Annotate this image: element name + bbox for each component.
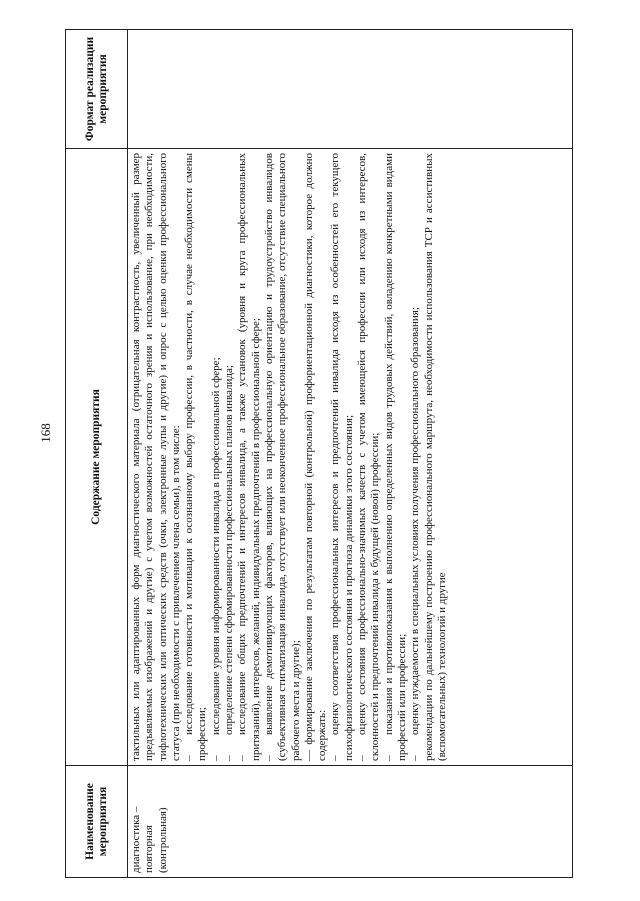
header-name: Наименование мероприятия (66, 766, 128, 878)
content-dash-item: –выявление демотивирующих факторов, влияющих на профессиональную ориентацию и трудоустройство инвалидов (субъективная стигматизация инвалида, отсутствует или неоконченное профессиональное образование, отсутствие специального рабочего места и другие); (262, 153, 302, 761)
content-dash-item: –исследование готовности и мотивации к осознанному выбору профессии, в частности, в случае необходимости смены профессии; (183, 153, 209, 761)
content-dash-item: –оценку нуждаемости в специальных условиях получения профессионального образования; (409, 307, 422, 761)
content-dash-item: –показания и противопоказания к выполнению определенных видов трудовых действий, овладению конкретными видами профессий или профессии; (382, 153, 408, 761)
content-dash-item: –исследование уровня информированности инвалида в профессиональной сфере; (209, 357, 222, 761)
content-para: — формирование заключения по результатам повторной (контрольной) профориентационной диагностики, которое должно содержать: (302, 153, 329, 761)
header-content: Содержание мероприятия (66, 149, 128, 766)
row-format-cell (128, 30, 573, 149)
activity-table (65, 29, 573, 878)
content-dash-item: –оценку состояния профессионально-значимых качеств с учетом имеющейся профессии или исходя из интересов, склонностей и предпочтений инвалида к будущей (новой) профессии; (356, 153, 382, 761)
content-dash-item: –исследование общих предпочтений и интересов инвалида, а также установок (уровня и круга профессиональных притязаний), интересов, желаний, индивидуальных предпочтений в профессиональной сфере; (236, 153, 262, 761)
header-format: Формат реализации мероприятия (66, 30, 128, 149)
rotated-page (65, 30, 573, 878)
content-dash-item: –оценку соответствия профессиональных интересов и предпочтений инвалида исходя из особенностей его текущего психофизиологического состояния и прогноза динамики этого состояния; (329, 153, 355, 761)
row-content-cell (128, 149, 573, 766)
row-name-cell: диагностика – повторная (контрольная) (128, 766, 573, 878)
content-dash-item: –определение степени сформированности профессиональных планов инвалида; (223, 365, 236, 761)
content-para: рекомендации по дальнейшему построению профессионального маршрута, необходимости использования ТСР и ассистивных (вспомогательных) технологий и другие (422, 153, 448, 761)
content-para: тактильных или адаптированных форм диагностического материала (отрицательная контрастность, увеличенный размер предъявляемых изображений и другие) с учетом возможностей остаточного зрения и использование, при необходимости, тифлотехнических или оптических средств (очки, электронные лупы и другие) и опрос с целью оценки профессионального статуса (при необходимости с привлечением члена семьи), в том числе: (130, 153, 182, 761)
page-number: 168 (37, 423, 53, 443)
